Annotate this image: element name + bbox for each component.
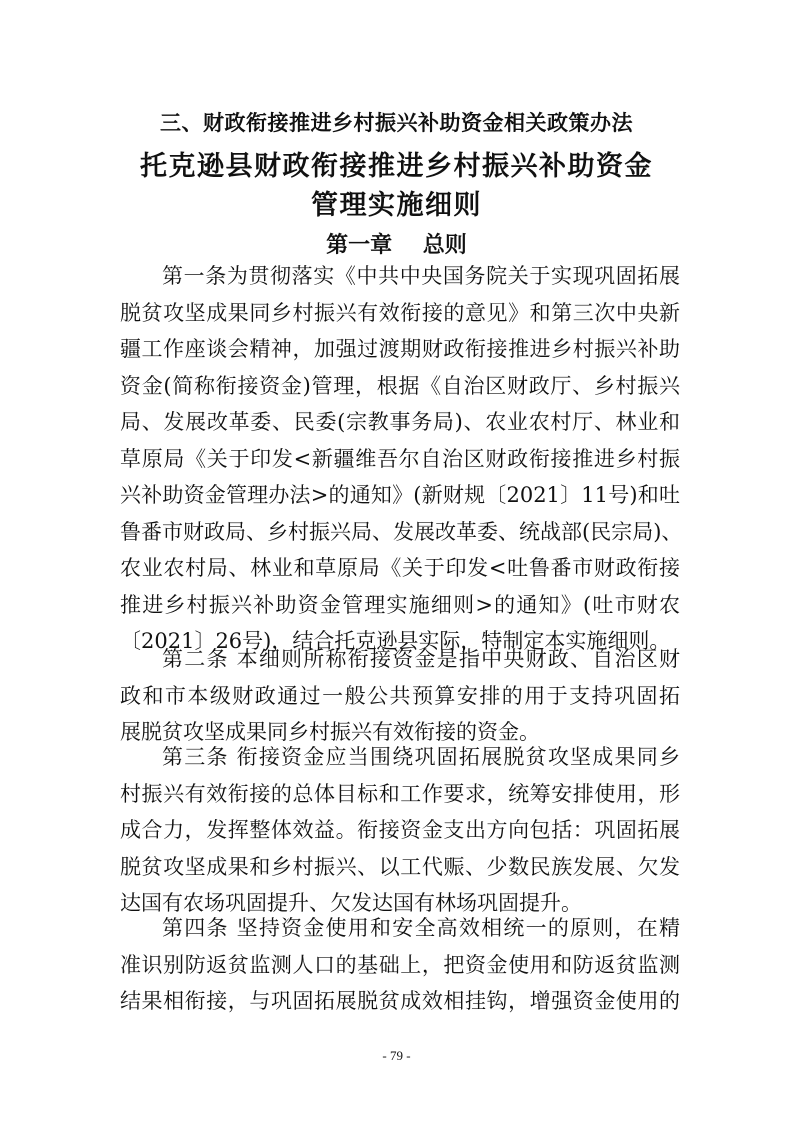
document-title-line-1: 托克逊县财政衔接推进乡村振兴补助资金: [140, 151, 653, 182]
document-title-line-2: 管理实施细则: [311, 190, 482, 221]
text-line: 兴补助资金管理办法>的通知》(新财规〔2021〕11号)和吐: [120, 483, 680, 507]
text-line: 第三条 衔接资金应当围绕巩固拓展脱贫攻坚成果同乡: [162, 745, 680, 769]
paragraph-article-3: [120, 739, 680, 922]
text-line: 资金(简称衔接资金)管理，根据《自治区财政厅、乡村振兴: [120, 373, 680, 398]
page-number: - 79 -: [382, 1048, 411, 1063]
paragraph-article-2: [120, 641, 680, 751]
text-line: 第一条为贯彻落实《中共中央国务院关于实现巩固拓展: [162, 264, 680, 288]
text-line: 第二条 本细则所称衔接资金是指中央财政、自治区财: [162, 647, 680, 671]
text-line: 展脱贫攻坚成果同乡村振兴有效衔接的资金。: [120, 720, 540, 744]
chapter-heading: 第一章 总则: [326, 233, 467, 258]
text-line: 准识别防返贫监测人口的基础上，把资金使用和防返贫监测: [120, 952, 680, 977]
text-line: 局、发展改革委、民委(宗教事务局)、农业农村厅、林业和: [120, 410, 680, 434]
text-line: 推进乡村振兴补助资金管理实施细则>的通知》(吐市财农: [120, 592, 680, 617]
text-line: 政和市本级财政通过一般公共预算安排的用于支持巩固拓: [120, 683, 680, 708]
text-line: 草原局《关于印发<新疆维吾尔自治区财政衔接推进乡村振: [120, 446, 680, 471]
text-line: 鲁番市财政局、乡村振兴局、发展改革委、统战部(民宗局)、: [120, 519, 683, 544]
text-line: 第四条 坚持资金使用和安全高效相统一的原则，在精: [162, 916, 680, 940]
text-line: 成合力，发挥整体效益。衔接资金支出方向包括：巩固拓展: [120, 818, 680, 842]
text-line: 脱贫攻坚成果同乡村振兴有效衔接的意见》和第三次中央新: [120, 300, 680, 325]
paragraph-article-1: [120, 258, 683, 660]
text-line: 结果相衔接，与巩固拓展脱贫成效相挂钩，增强资金使用的: [120, 989, 680, 1013]
text-line: 脱贫攻坚成果和乡村振兴、以工代赈、少数民族发展、欠发: [120, 854, 680, 879]
text-line: 农业农村局、林业和草原局《关于印发<吐鲁番市财政衔接: [120, 556, 680, 580]
text-line: 达国有农场巩固提升、欠发达国有林场巩固提升。: [120, 891, 582, 915]
paragraph-article-4: [120, 910, 680, 1020]
text-line: 村振兴有效衔接的总体目标和工作要求，统筹安排使用，形: [120, 781, 680, 806]
text-line: 〔2021〕26号)，结合托克逊县实际，特制定本实施细则。: [120, 629, 671, 653]
text-line: 疆工作座谈会精神，加强过渡期财政衔接推进乡村振兴补助: [120, 337, 680, 361]
section-title: 三、财政衔接推进乡村振兴补助资金相关政策办法: [160, 111, 633, 135]
